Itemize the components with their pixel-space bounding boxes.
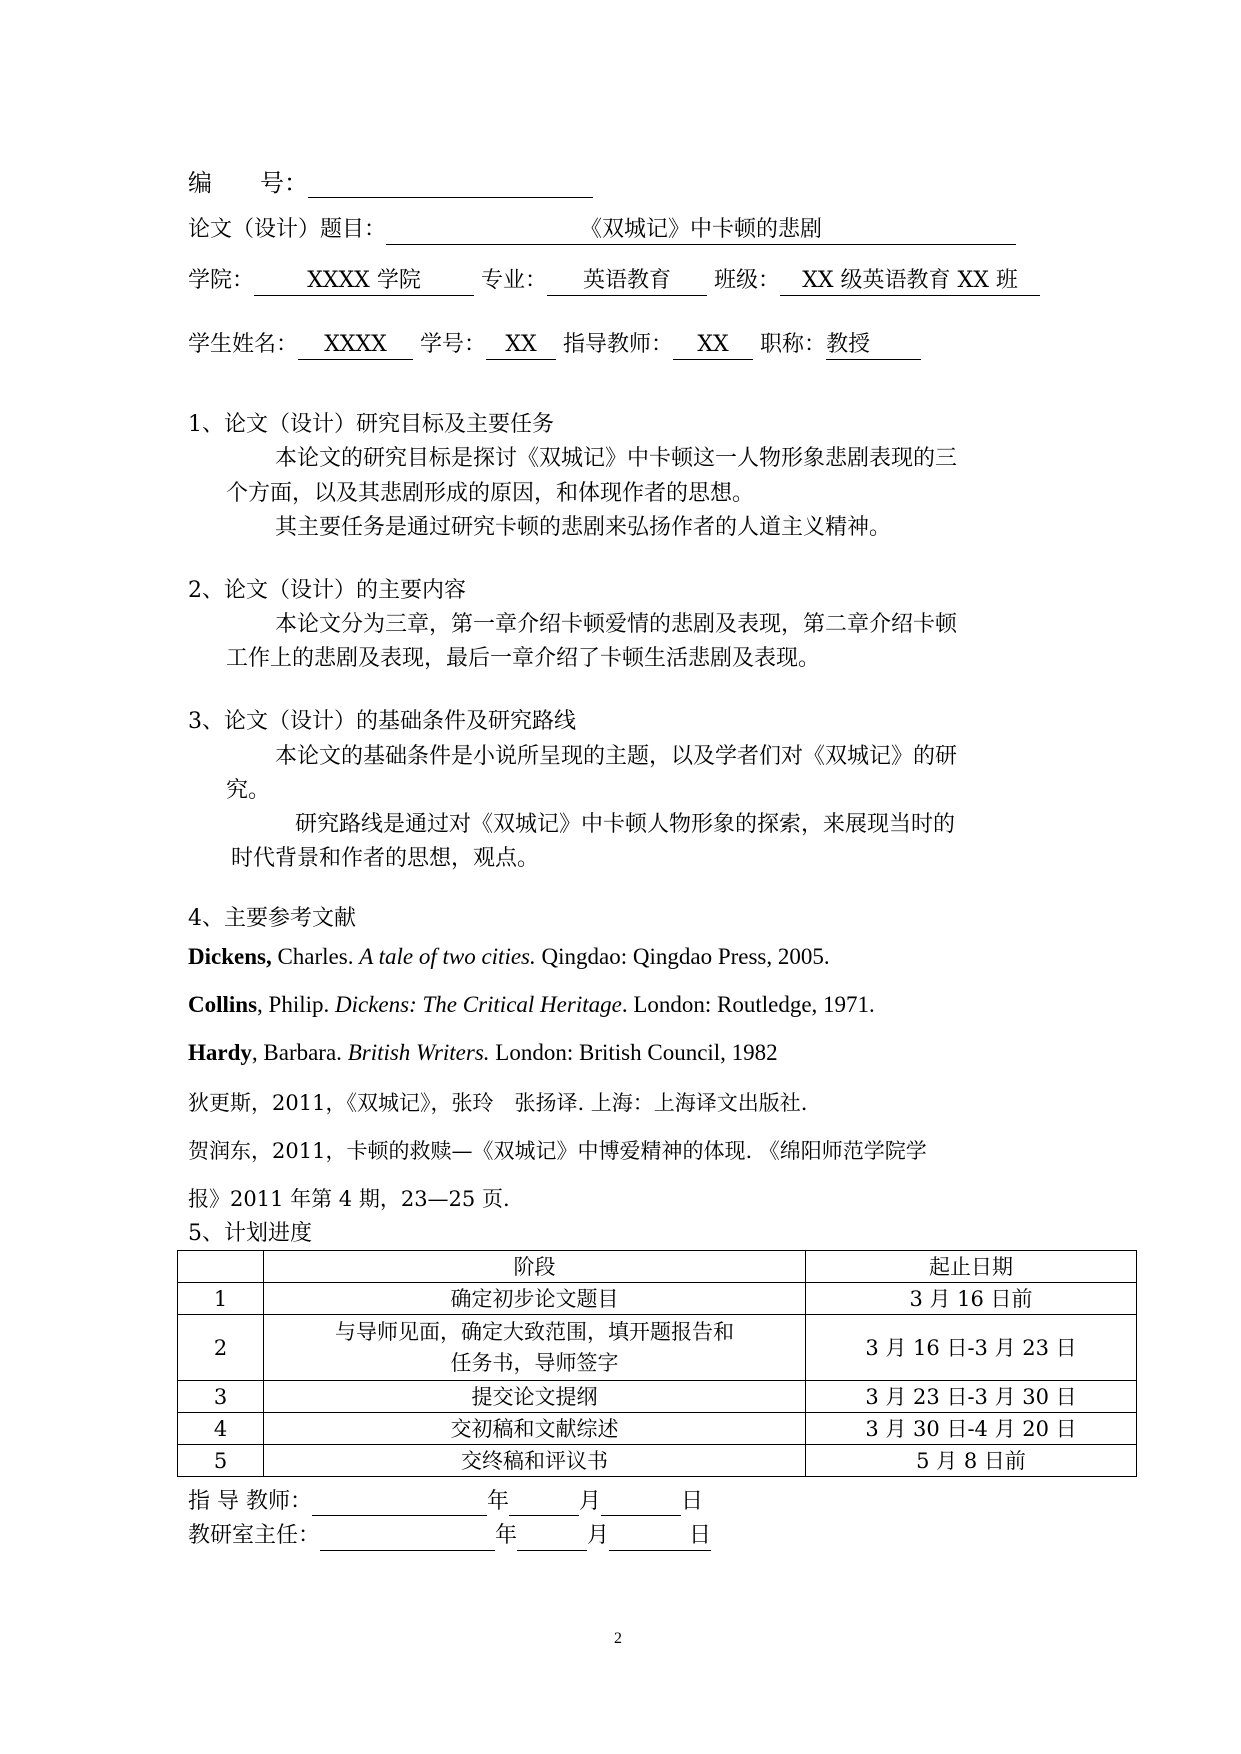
plan-cell-index: 2 xyxy=(178,1315,264,1381)
section-3-line-4: 时代背景和作者的思想，观点。 xyxy=(231,846,540,871)
plan-header-row xyxy=(178,1251,1137,1283)
section-2-heading: 2、论文（设计）的主要内容 xyxy=(188,578,466,603)
section-1-line-3: 其主要任务是通过研究卡顿的悲剧来弘扬作者的人道主义精神。 xyxy=(275,515,892,540)
reference-3-tail: London: British Council, 1982 xyxy=(489,1040,778,1065)
reference-1-author: Dickens, xyxy=(188,944,272,969)
section-1-line-1: 本论文的研究目标是探讨《双城记》中卡顿这一人物形象悲剧表现的三 xyxy=(275,446,958,471)
director-year-label: 年 xyxy=(495,1523,518,1548)
reference-3-name: , Barbara. xyxy=(251,1040,348,1065)
advisor-year-label: 年 xyxy=(487,1489,510,1514)
director-month-line xyxy=(609,1528,689,1551)
reference-1-title: A tale of two cities. xyxy=(359,944,536,969)
plan-col-stage-header: 阶段 xyxy=(264,1251,806,1283)
student-field: XXXX xyxy=(298,331,413,360)
advisor-signature-line xyxy=(312,1493,487,1516)
plan-cell-date: 3 月 23 日-3 月 30 日 xyxy=(806,1381,1137,1413)
class-label: 班级： xyxy=(714,268,781,293)
advisor-day-label: 日 xyxy=(681,1489,704,1514)
section-2-line-1: 本论文分为三章，第一章介绍卡顿爱情的悲剧及表现，第二章介绍卡顿 xyxy=(275,612,958,637)
plan-cell-index: 1 xyxy=(178,1283,264,1315)
section-2-line-2: 工作上的悲剧及表现，最后一章介绍了卡顿生活悲剧及表现。 xyxy=(226,646,821,671)
plan-cell-stage: 与导师见面，确定大致范围，填开题报告和 任务书，导师签字 xyxy=(264,1315,806,1381)
reference-5-line-1: 贺润东，2011，卡顿的救赎—《双城记》中博爱精神的体现. 《绵阳师范学院学 xyxy=(188,1139,927,1163)
reference-2-tail: . London: Routledge, 1971. xyxy=(621,992,875,1017)
rank-label: 职称： xyxy=(760,332,827,357)
reference-3 xyxy=(188,1040,778,1066)
reference-5-line-2: 报》2011 年第 4 期，23—25 页. xyxy=(188,1187,510,1211)
plan-cell-stage: 交终稿和评议书 xyxy=(264,1445,806,1477)
advisor-signature-label: 指 导 教师： xyxy=(188,1489,312,1514)
plan-cell-stage: 交初稿和文献综述 xyxy=(264,1413,806,1445)
college-field: XXXX 学院 xyxy=(254,267,474,296)
reference-2-title: Dickens: The Critical Heritage xyxy=(335,992,622,1017)
student-label: 学生姓名： xyxy=(188,332,299,357)
student-id-field: XX xyxy=(486,331,556,360)
director-day-label: 日 xyxy=(689,1522,711,1551)
plan-col-date-header: 起止日期 xyxy=(806,1251,1137,1283)
title-row xyxy=(188,216,1016,245)
rank-field: 教授 xyxy=(826,331,921,360)
section-3-heading: 3、论文（设计）的基础条件及研究路线 xyxy=(188,709,576,734)
reference-2-name: , Philip. xyxy=(257,992,335,1017)
page-number: 2 xyxy=(614,1630,622,1647)
plan-cell-date: 5 月 8 日前 xyxy=(806,1445,1137,1477)
section-3-line-1: 本论文的基础条件是小说所呈现的主题，以及学者们对《双城记》的研 xyxy=(275,744,958,769)
student-id-label: 学号： xyxy=(420,332,487,357)
section-1-heading: 1、论文（设计）研究目标及主要任务 xyxy=(188,412,554,437)
director-signature-row xyxy=(188,1522,711,1551)
plan-cell-index: 3 xyxy=(178,1381,264,1413)
table-row xyxy=(178,1315,1137,1381)
reference-2 xyxy=(188,992,875,1018)
section-1-line-2: 个方面，以及其悲剧形成的原因，和体现作者的思想。 xyxy=(226,481,755,506)
plan-cell-stage: 提交论文提纲 xyxy=(264,1381,806,1413)
table-row xyxy=(178,1413,1137,1445)
advisor-year-line xyxy=(509,1493,579,1516)
plan-cell-date: 3 月 16 日-3 月 23 日 xyxy=(806,1315,1137,1381)
reference-1-tail: Qingdao: Qingdao Press, 2005. xyxy=(535,944,830,969)
plan-cell-stage: 确定初步论文题目 xyxy=(264,1283,806,1315)
section-3-line-2: 究。 xyxy=(226,778,271,803)
college-label: 学院： xyxy=(188,268,255,293)
director-month-label: 月 xyxy=(587,1523,610,1548)
plan-col-index-header xyxy=(178,1251,264,1283)
table-row xyxy=(178,1283,1137,1315)
number-label: 编 号： xyxy=(188,169,308,197)
reference-2-author: Collins xyxy=(188,992,258,1017)
references-heading: 4、主要参考文献 xyxy=(188,906,356,931)
plan-cell-date: 3 月 16 日前 xyxy=(806,1283,1137,1315)
advisor-label: 指导教师： xyxy=(563,332,674,357)
student-row xyxy=(188,331,921,360)
advisor-signature-row xyxy=(188,1488,703,1516)
plan-cell-date: 3 月 30 日-4 月 20 日 xyxy=(806,1413,1137,1445)
section-3-line-3: 研究路线是通过对《双城记》中卡顿人物形象的探索，来展现当时的 xyxy=(295,812,956,837)
table-row xyxy=(178,1381,1137,1413)
title-field: 《双城记》中卡顿的悲剧 xyxy=(386,216,1016,245)
number-row xyxy=(188,163,593,198)
director-signature-line xyxy=(320,1528,495,1551)
reference-1 xyxy=(188,944,830,970)
number-field xyxy=(308,173,593,198)
plan-cell-index: 4 xyxy=(178,1413,264,1445)
major-field: 英语教育 xyxy=(547,267,707,296)
class-field: XX 级英语教育 XX 班 xyxy=(780,267,1040,296)
director-year-line xyxy=(517,1528,587,1551)
college-row xyxy=(188,267,1040,296)
advisor-month-line xyxy=(601,1493,681,1516)
major-label: 专业： xyxy=(481,268,548,293)
director-signature-label: 教研室主任： xyxy=(188,1523,321,1548)
plan-cell-index: 5 xyxy=(178,1445,264,1477)
reference-3-author: Hardy xyxy=(188,1040,252,1065)
reference-4: 狄更斯，2011，《双城记》，张玲 张扬译. 上海：上海译文出版社. xyxy=(188,1091,808,1115)
title-label: 论文（设计）题目： xyxy=(188,217,387,242)
advisor-field: XX xyxy=(673,331,753,360)
table-row xyxy=(178,1445,1137,1477)
reference-1-name: Charles. xyxy=(271,944,360,969)
plan-table xyxy=(177,1250,1137,1477)
plan-heading: 5、计划进度 xyxy=(188,1221,312,1246)
reference-3-title: British Writers. xyxy=(347,1040,490,1065)
advisor-month-label: 月 xyxy=(579,1489,602,1514)
